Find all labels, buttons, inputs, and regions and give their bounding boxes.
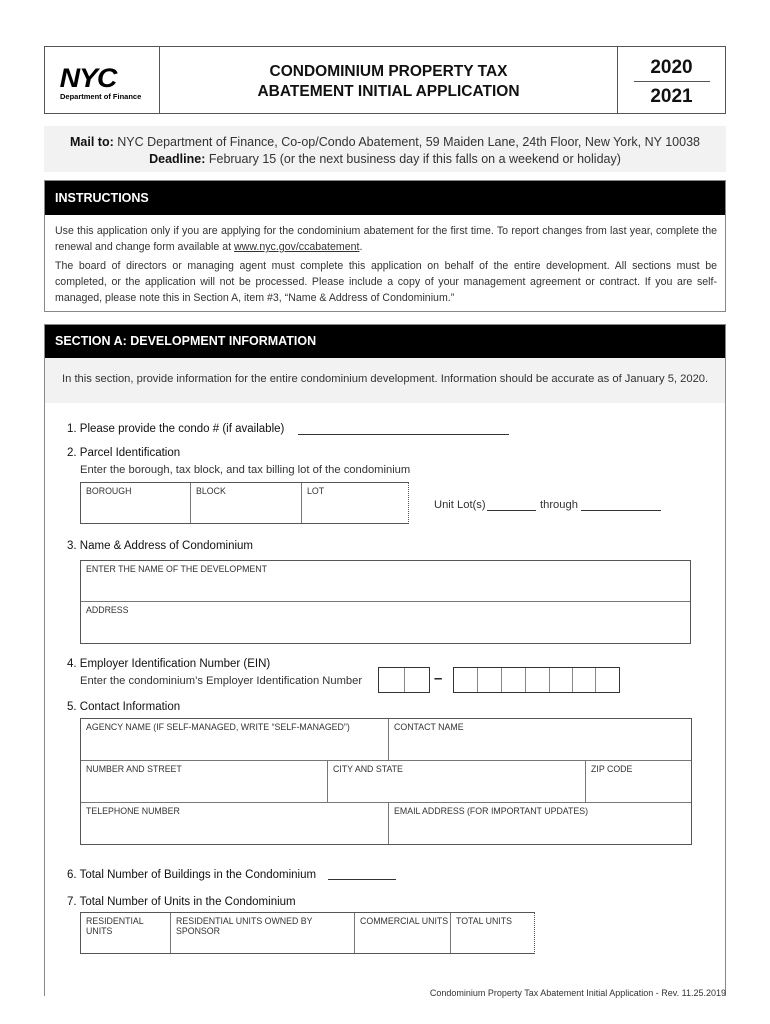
email-field[interactable] xyxy=(389,803,691,844)
telephone-field[interactable] xyxy=(81,803,389,844)
logo-box xyxy=(45,47,160,113)
borough-label: BOROUGH xyxy=(86,486,132,496)
ein-digit-divider xyxy=(454,668,596,692)
borough-field[interactable] xyxy=(81,483,191,523)
nyc-logo: NYC xyxy=(59,63,117,93)
development-name-label: ENTER THE NAME OF THE DEVELOPMENT xyxy=(86,564,268,574)
mail-address: NYC Department of Finance, Co-op/Condo Abatement, 59 Maiden Lane, 24th Floor, New York, NY 10038 xyxy=(117,135,700,149)
q4-label: 4. Employer Identification Number (EIN) xyxy=(67,658,271,670)
deadline-label: Deadline: xyxy=(149,152,206,166)
condo-name-address-box xyxy=(80,560,691,644)
year-box xyxy=(617,47,725,113)
form-title xyxy=(161,47,616,113)
q2-instructions: Enter the borough, tax block, and tax billing lot of the condominium xyxy=(80,464,411,476)
address-label: ADDRESS xyxy=(86,605,129,615)
commercial-units-field[interactable] xyxy=(355,913,451,953)
year-end: 2021 xyxy=(650,86,693,107)
city-state-label: CITY AND STATE xyxy=(333,764,403,774)
q2-label: 2. Parcel Identification xyxy=(67,447,181,459)
units-table xyxy=(80,912,535,954)
unit-lot-from-input[interactable] xyxy=(487,499,536,511)
form-title-line1: CONDOMINIUM PROPERTY TAX xyxy=(269,63,508,80)
lot-field[interactable] xyxy=(302,483,409,523)
city-state-field[interactable] xyxy=(328,761,586,803)
deadline-text: February 15 (or the next business day if this falls on a weekend or holiday) xyxy=(208,152,621,166)
email-label: EMAIL ADDRESS (FOR IMPORTANT UPDATES) xyxy=(394,806,589,816)
q1-text: 1. Please provide the condo # (if available) xyxy=(67,423,285,435)
instructions-section xyxy=(44,180,726,312)
development-name-field[interactable] xyxy=(81,561,690,602)
contact-name-label: CONTACT NAME xyxy=(394,722,464,732)
contact-name-field[interactable] xyxy=(389,719,691,761)
deadline-line xyxy=(44,151,726,168)
ein-dash: – xyxy=(434,670,443,687)
q3-label: 3. Name & Address of Condominium xyxy=(67,540,254,552)
instructions-paragraph-1 xyxy=(55,223,717,255)
agency-name-label: AGENCY NAME (IF SELF-MANAGED, WRITE “SELF-MANAGED”) xyxy=(86,722,350,732)
street-label: NUMBER AND STREET xyxy=(86,764,182,774)
mail-label: Mail to: xyxy=(70,135,114,149)
ein-prefix-input[interactable] xyxy=(378,667,430,693)
sponsor-units-field[interactable] xyxy=(171,913,355,953)
form-footer: Condominium Property Tax Abatement Initial Application - Rev. 11.25.2019 xyxy=(429,988,726,998)
sponsor-units-label: RESIDENTIAL UNITS OWNED BY SPONSOR xyxy=(176,916,313,936)
total-units-label: TOTAL UNITS xyxy=(456,916,513,926)
block-field[interactable] xyxy=(191,483,302,523)
condo-address-field[interactable] xyxy=(81,602,690,643)
department-name: Department of Finance xyxy=(60,92,142,101)
zip-code-field[interactable] xyxy=(586,761,691,803)
unit-lots-label: Unit Lot(s) xyxy=(434,499,486,511)
instructions-p1-end: . xyxy=(359,241,363,253)
instructions-paragraph-2: The board of directors or managing agent must complete this application on behalf of the entire development. All sections must be completed, or the application will not be processed. Please include a copy of your management agreement or contract. If you are self-managed, please note this in Section A, item #3, “Name & Address of Condominium.” xyxy=(55,260,717,304)
street-field[interactable] xyxy=(81,761,328,803)
form-header xyxy=(44,46,726,114)
total-units-field[interactable] xyxy=(451,913,534,953)
form-title-line2: ABATEMENT INITIAL APPLICATION xyxy=(257,83,520,100)
contact-info-box xyxy=(80,718,692,845)
condo-number-input[interactable] xyxy=(298,423,509,435)
commercial-units-label: COMMERCIAL UNITS xyxy=(360,916,449,926)
year-divider xyxy=(634,81,710,82)
instructions-p1-text: Use this application only if you are applying for the condominium abatement for the first time. To report changes from last year, complete the renewal and change form available at xyxy=(55,225,717,253)
q6-label: 6. Total Number of Buildings in the Condominium xyxy=(67,869,317,881)
instructions-text xyxy=(55,223,717,309)
mail-info xyxy=(44,126,726,172)
agency-name-field[interactable] xyxy=(81,719,389,761)
residential-units-label: RESIDENTIAL UNITS xyxy=(86,916,144,936)
q1-label xyxy=(67,423,284,435)
ein-suffix-input[interactable] xyxy=(453,667,620,693)
year-start: 2020 xyxy=(650,57,693,78)
zip-code-label: ZIP CODE xyxy=(591,764,633,774)
q4-instructions: Enter the condominium’s Employer Identification Number xyxy=(80,675,363,687)
ccabatement-link[interactable]: www.nyc.gov/ccabatement xyxy=(234,241,360,253)
total-buildings-input[interactable] xyxy=(328,868,396,880)
parcel-table xyxy=(80,482,409,524)
through-label: through xyxy=(540,499,578,511)
telephone-label: TELEPHONE NUMBER xyxy=(86,806,180,816)
section-a-intro: In this section, provide information for the entire condominium development. Information should be accurate as of January 5, 2020. xyxy=(45,358,725,403)
instructions-heading: INSTRUCTIONS xyxy=(45,181,725,215)
residential-units-field[interactable] xyxy=(81,913,171,953)
q5-label: 5. Contact Information xyxy=(67,701,181,713)
lot-label: LOT xyxy=(307,486,325,496)
mail-line xyxy=(44,134,726,151)
section-a-heading: SECTION A: DEVELOPMENT INFORMATION xyxy=(45,325,725,358)
unit-lot-to-input[interactable] xyxy=(581,499,661,511)
ein-digit-divider xyxy=(379,668,405,692)
q7-label: 7. Total Number of Units in the Condominium xyxy=(67,896,296,908)
block-label: BLOCK xyxy=(196,486,226,496)
